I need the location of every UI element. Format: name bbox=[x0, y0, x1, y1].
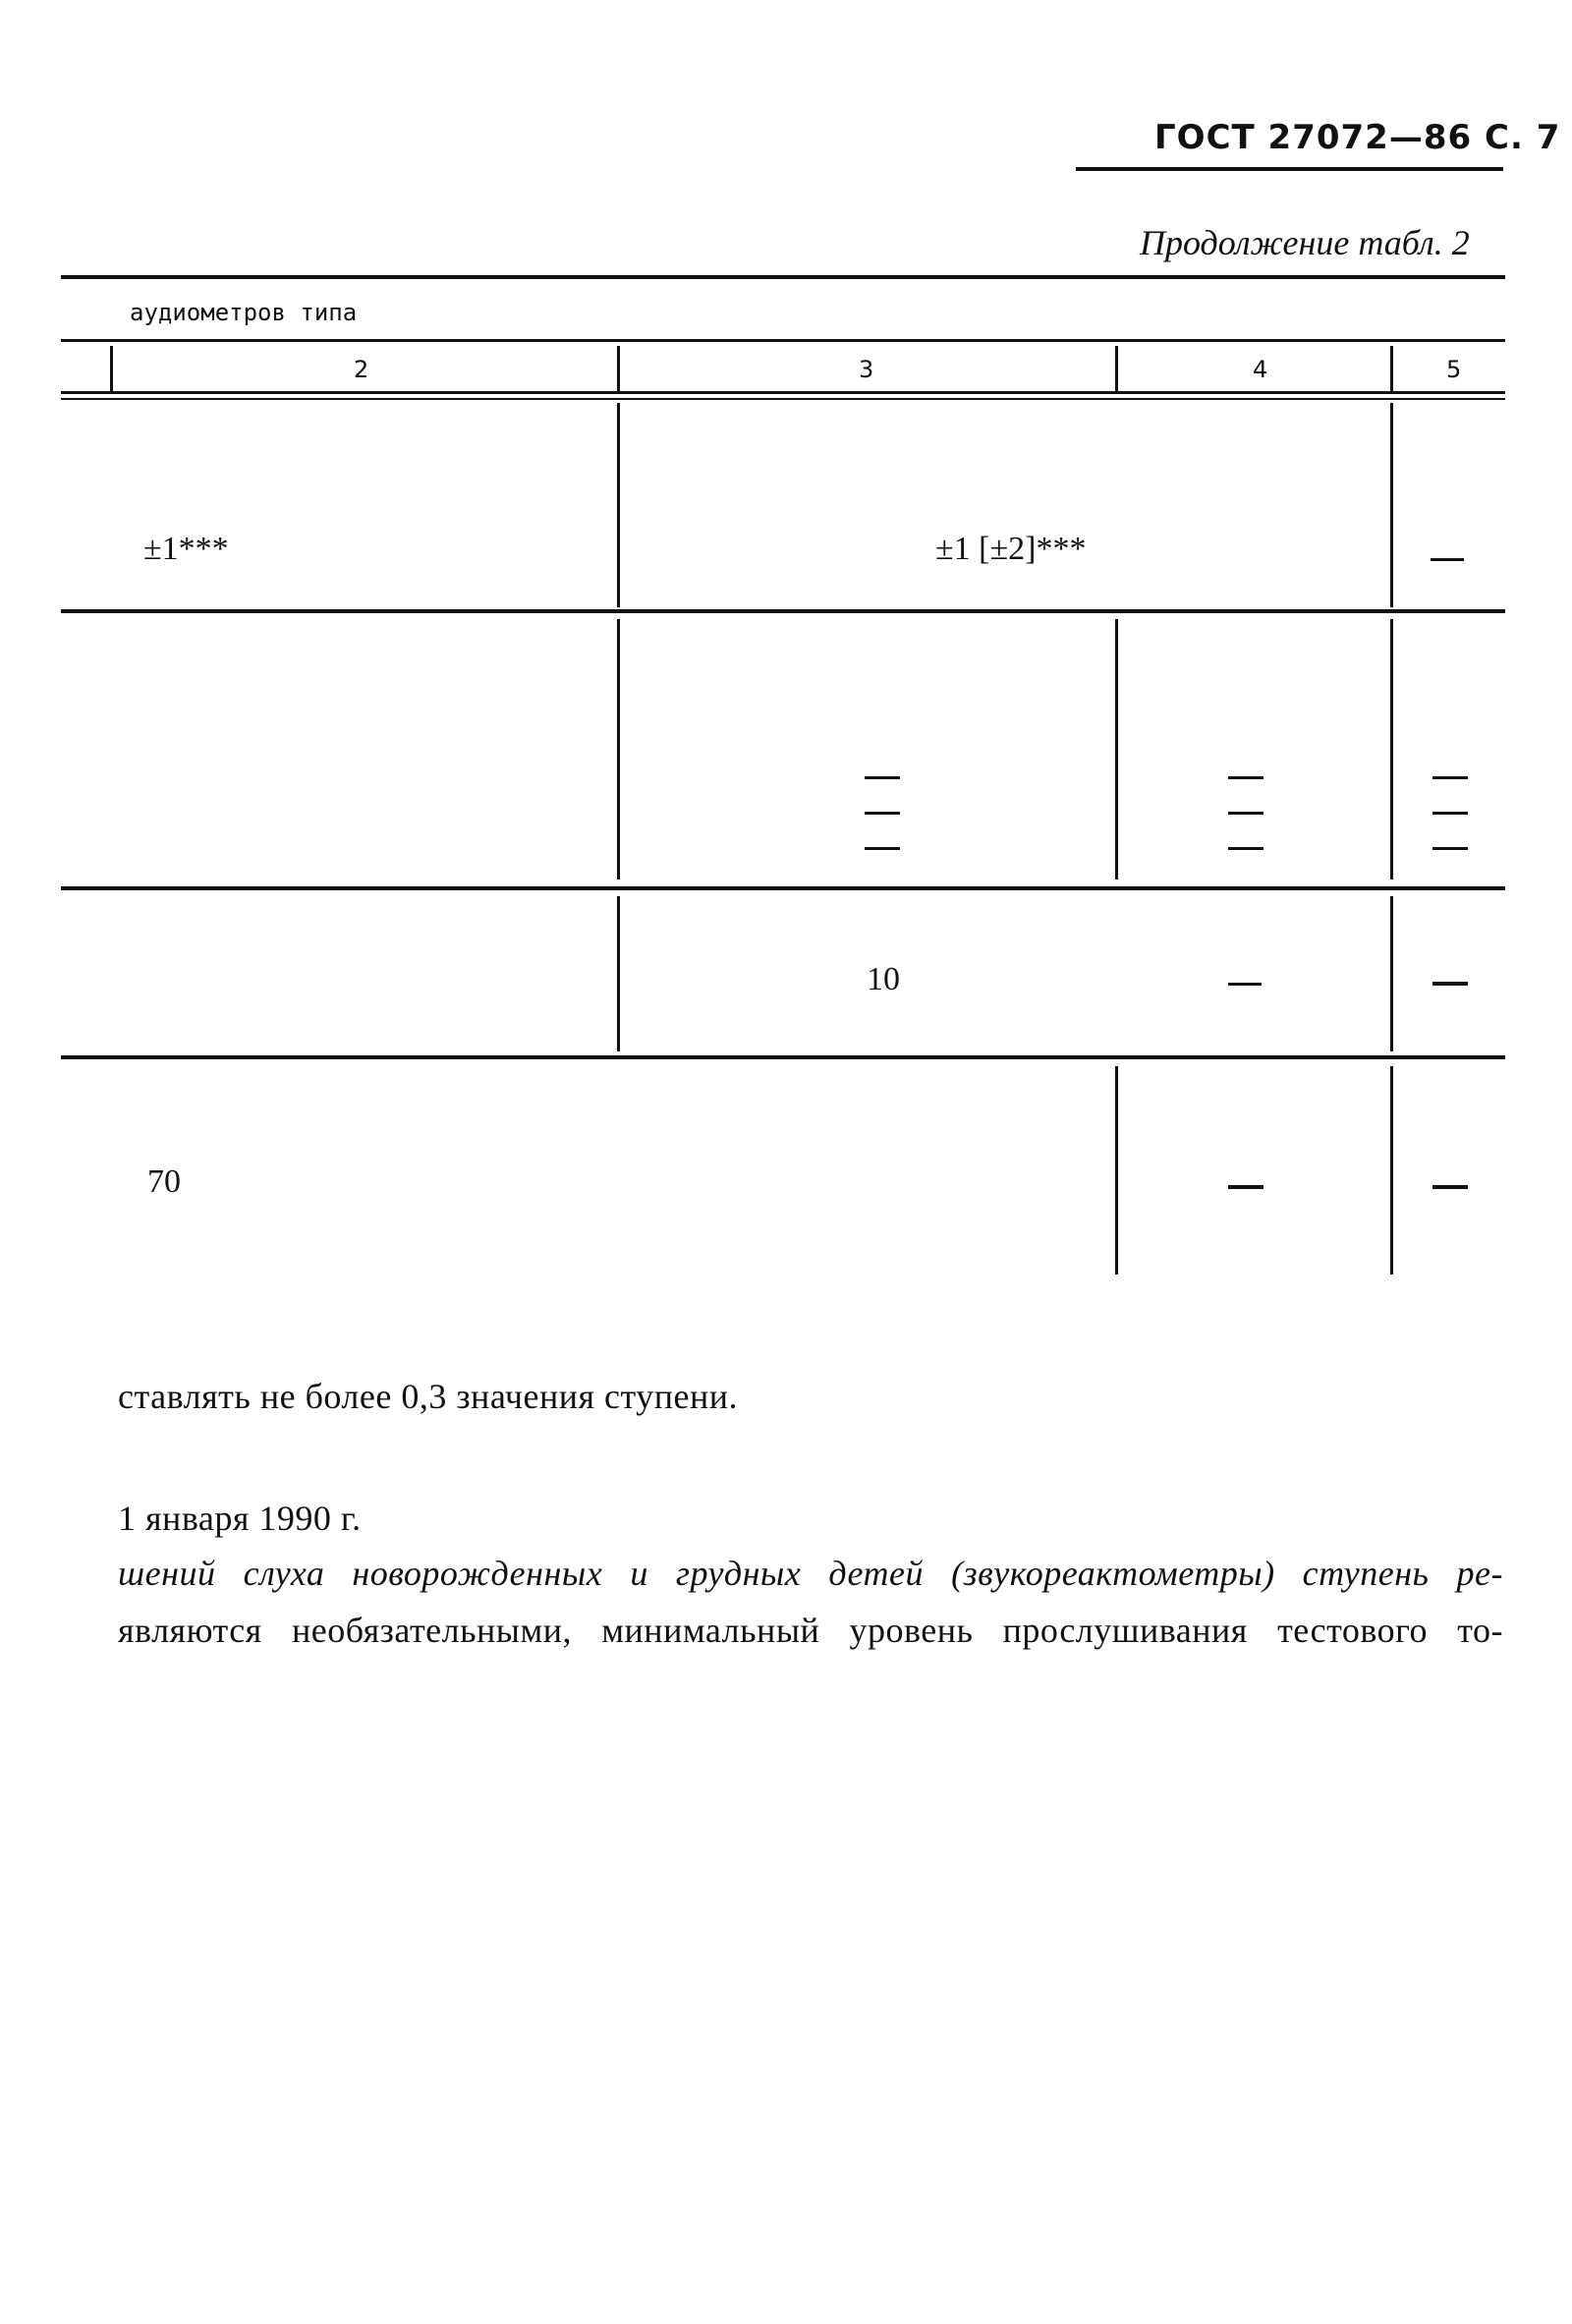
column-header-5: 5 bbox=[1446, 356, 1462, 383]
row4-col4-dash bbox=[1228, 1185, 1263, 1189]
row2-divider-3-4 bbox=[1115, 619, 1118, 879]
text-line-2: 1 января 1990 г. bbox=[118, 1499, 362, 1538]
row4-divider-3-4 bbox=[1115, 1066, 1118, 1275]
row2-col3-dash-1 bbox=[865, 776, 900, 779]
colnum-divider-2-3 bbox=[617, 346, 620, 393]
column-header-2: 2 bbox=[354, 356, 369, 383]
row1-col34: ±1 [±2]*** bbox=[935, 531, 1087, 567]
row1-col2: ±1*** bbox=[143, 531, 229, 567]
row3-col5-dash bbox=[1432, 982, 1468, 986]
row2-col4-dash-1 bbox=[1228, 776, 1263, 779]
row2-divider-2-3 bbox=[617, 619, 620, 879]
row1-divider-2-3 bbox=[617, 403, 620, 607]
text-line-1: ставлять не более 0,3 значения ступени. bbox=[118, 1377, 739, 1416]
row2-col5-dash-3 bbox=[1432, 847, 1468, 850]
group-header-rule bbox=[61, 339, 1505, 342]
table-continuation-label: Продолжение табл. 2 bbox=[1140, 223, 1470, 262]
colnum-rule-b bbox=[61, 398, 1505, 400]
row2-col3-dash-3 bbox=[865, 847, 900, 850]
row3-divider-2-3 bbox=[617, 896, 620, 1051]
row2-col4-dash-2 bbox=[1228, 812, 1263, 815]
row3-col4-dash bbox=[1228, 983, 1262, 986]
row3-bottom-rule bbox=[61, 1055, 1505, 1059]
colnum-divider-4-5 bbox=[1390, 346, 1393, 393]
group-header: аудиометров типа bbox=[130, 299, 358, 326]
row2-col3-dash-2 bbox=[865, 812, 900, 815]
text-line-3: шений слуха новорожденных и грудных детей (звукореактометры) ступень ре- bbox=[118, 1554, 1503, 1593]
page-header: ГОСТ 27072—86 С. 7 bbox=[1154, 118, 1561, 157]
row2-col5-dash-2 bbox=[1432, 812, 1468, 815]
column-header-4: 4 bbox=[1253, 356, 1268, 383]
row1-divider-4-5 bbox=[1390, 403, 1393, 607]
row2-divider-4-5 bbox=[1390, 619, 1393, 879]
row4-divider-4-5 bbox=[1390, 1066, 1393, 1275]
row4-col2: 70 bbox=[147, 1163, 181, 1200]
row1-col5-dash bbox=[1431, 558, 1464, 561]
table-top-rule bbox=[61, 275, 1505, 279]
row2-col5-dash-1 bbox=[1432, 776, 1468, 779]
row2-col4-dash-3 bbox=[1228, 847, 1263, 850]
row4-col5-dash bbox=[1432, 1185, 1468, 1189]
column-header-3: 3 bbox=[859, 356, 874, 383]
row3-col3: 10 bbox=[867, 961, 900, 997]
colnum-divider-3-4 bbox=[1115, 346, 1118, 393]
text-line-4: являются необязательными, минимальный уровень прослушивания тестового то- bbox=[118, 1611, 1503, 1650]
colnum-divider-left bbox=[110, 346, 113, 393]
row1-bottom-rule bbox=[61, 609, 1505, 613]
header-rule bbox=[1076, 167, 1503, 171]
row3-divider-4-5 bbox=[1390, 896, 1393, 1051]
colnum-rule-a bbox=[61, 391, 1505, 394]
row2-bottom-rule bbox=[61, 886, 1505, 890]
